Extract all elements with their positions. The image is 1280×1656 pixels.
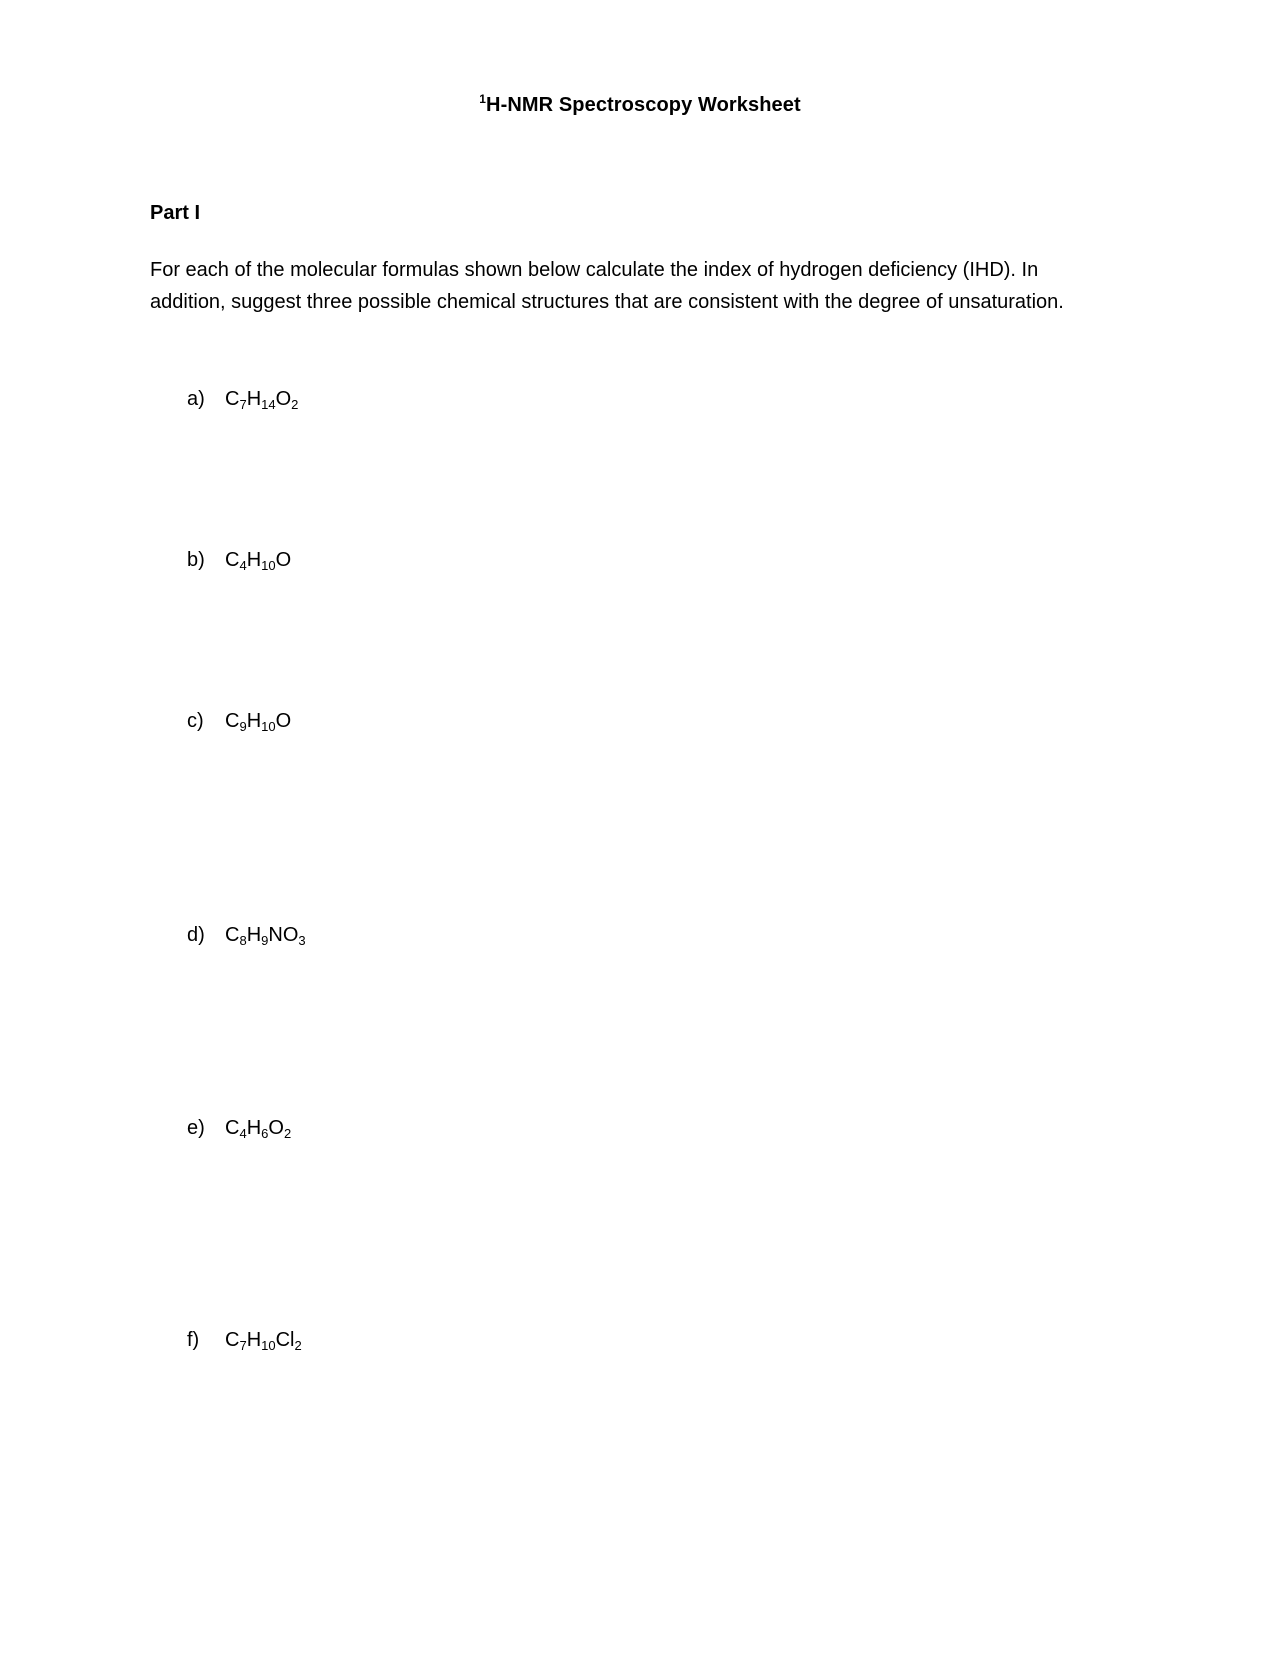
element-count: 4 bbox=[239, 1126, 247, 1141]
element-count: 7 bbox=[239, 397, 247, 412]
molecular-formula bbox=[225, 924, 306, 948]
question-a bbox=[187, 388, 298, 412]
part-heading: Part I bbox=[150, 202, 201, 224]
element-symbol: O bbox=[268, 1117, 284, 1139]
molecular-formula bbox=[225, 1329, 302, 1353]
element-symbol: O bbox=[275, 388, 292, 410]
instructions-line-2: addition, suggest three possible chemical structures that are consistent with the degree of unsaturation. bbox=[150, 291, 1064, 313]
question-e bbox=[187, 1117, 291, 1141]
title-text: H-NMR Spectroscopy Worksheet bbox=[486, 94, 801, 116]
element-count: 2 bbox=[283, 1126, 292, 1141]
instructions-line-1: For each of the molecular formulas shown below calculate the index of hydrogen deficiency (IHD). In bbox=[150, 259, 1039, 281]
molecular-formula bbox=[225, 549, 291, 573]
element-count: 4 bbox=[239, 558, 247, 573]
element-count: 9 bbox=[239, 719, 247, 734]
instructions bbox=[150, 254, 1150, 318]
element-symbol: C bbox=[225, 924, 240, 946]
element-symbol: H bbox=[246, 710, 262, 732]
question-label: b) bbox=[187, 549, 205, 571]
element-count: 14 bbox=[261, 397, 276, 412]
question-d bbox=[187, 924, 306, 948]
question-b bbox=[187, 549, 291, 573]
element-count: 2 bbox=[291, 397, 299, 412]
element-symbol: O bbox=[282, 924, 299, 946]
element-count: 6 bbox=[261, 1126, 269, 1141]
element-symbol: H bbox=[246, 388, 262, 410]
element-symbol: C bbox=[225, 1329, 240, 1351]
element-count: 3 bbox=[298, 933, 306, 948]
question-label: d) bbox=[187, 924, 205, 946]
element-symbol: O bbox=[275, 710, 292, 732]
question-label: e) bbox=[187, 1117, 205, 1139]
molecular-formula bbox=[225, 388, 298, 412]
element-symbol: H bbox=[246, 924, 262, 946]
element-symbol: C bbox=[225, 549, 240, 571]
element-symbol: H bbox=[246, 1329, 262, 1351]
element-symbol: C bbox=[225, 710, 240, 732]
element-symbol: H bbox=[246, 549, 262, 571]
element-symbol: C bbox=[225, 1117, 240, 1139]
element-symbol: N bbox=[268, 924, 283, 946]
question-c bbox=[187, 710, 291, 734]
molecular-formula bbox=[225, 1117, 291, 1141]
element-symbol: O bbox=[275, 549, 292, 571]
element-count: 7 bbox=[239, 1338, 247, 1353]
element-count: 9 bbox=[261, 933, 269, 948]
element-count: 8 bbox=[239, 933, 247, 948]
element-count: 10 bbox=[261, 558, 276, 573]
question-label: c) bbox=[187, 710, 204, 732]
title-superscript: 1 bbox=[479, 92, 487, 106]
element-count: 10 bbox=[261, 719, 276, 734]
question-f bbox=[187, 1329, 302, 1353]
element-count: 10 bbox=[261, 1338, 276, 1353]
element-symbol: H bbox=[246, 1117, 262, 1139]
question-label: f) bbox=[187, 1329, 200, 1351]
element-count: 2 bbox=[294, 1338, 302, 1353]
molecular-formula bbox=[225, 710, 291, 734]
page-title bbox=[0, 92, 1280, 117]
element-symbol: C bbox=[225, 388, 240, 410]
question-label: a) bbox=[187, 388, 205, 410]
element-symbol: Cl bbox=[275, 1329, 295, 1351]
